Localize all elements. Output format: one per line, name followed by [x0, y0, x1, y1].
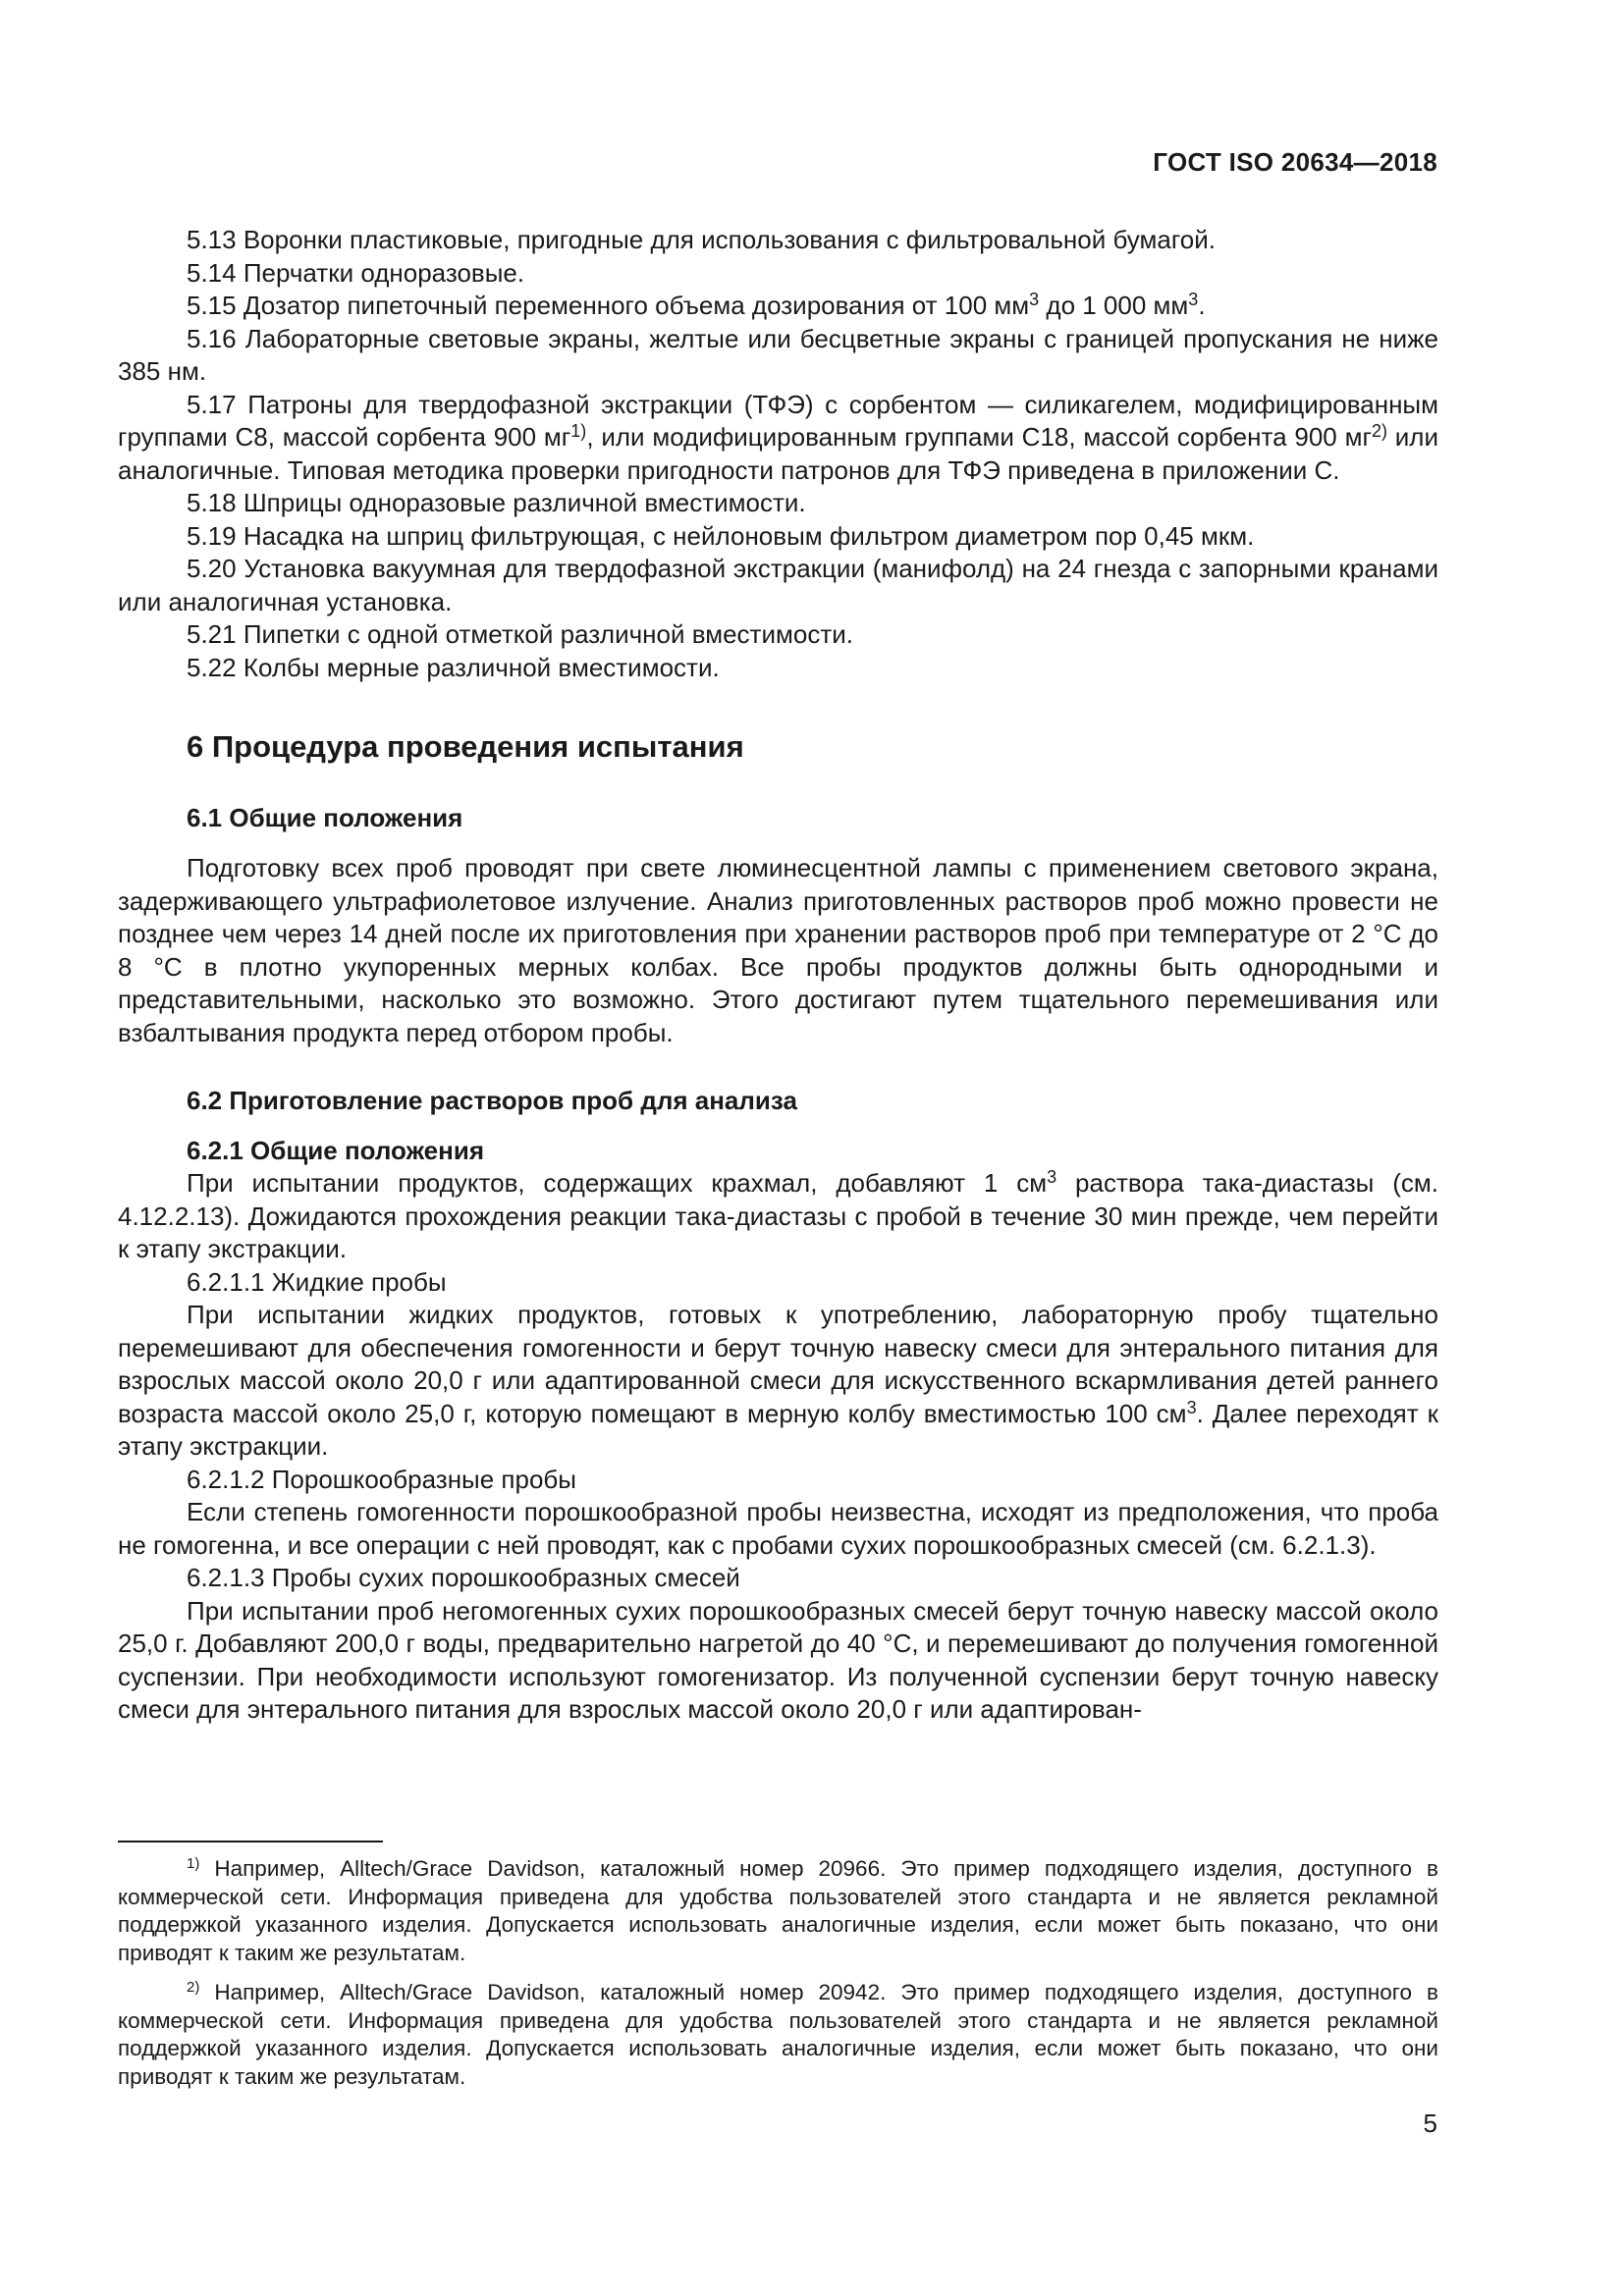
section-6-2-1-1-post: . Далее переходят к этапу экстракции. [118, 1398, 1438, 1461]
item-5-15-pre: 5.15 Дозатор пипеточный переменного объема дозирования от 100 мм [187, 291, 1030, 320]
section-6-2-1-post: раствора така-диастазы (см. 4.12.2.13). Дожидаются прохождения реакции така-диастазы с пробой в течение 30 мин прежде, чем перейти к этапу экстракции. [118, 1168, 1438, 1263]
superscript: 3 [1186, 1397, 1197, 1417]
item-5-17-mid: , или модифицированным группами С18, массой сорбента 900 мг [586, 422, 1372, 452]
item-5-15 [118, 290, 1438, 323]
item-5-17 [118, 389, 1438, 488]
footnote-ref-2[interactable]: 2) [1371, 421, 1387, 441]
document-header: ГОСТ ISO 20634—2018 [1153, 147, 1437, 177]
section-6-2-1-1-pre: При испытании жидких продуктов, готовых к употреблению, лабораторную пробу тщательно перемешивают для обеспечения гомогенности и берут точную навеску смеси для энтерального питания для взрослых массой около 20,0 г или адаптированной смеси для искусственного вскармливания детей раннего возраста массой около 25,0 г, которую помещают в мерную колбу вместимостью 100 см [118, 1300, 1438, 1428]
item-5-14: 5.14 Перчатки одноразовые. [187, 257, 525, 288]
section-6-2-1-pre: При испытании продуктов, содержащих крахмал, добавляют 1 см [187, 1168, 1048, 1198]
section-6-2-1-2-heading: 6.2.1.2 Порошкообразные пробы [187, 1464, 576, 1494]
item-5-15-post: . [1198, 291, 1206, 320]
footnote-text: Например, Alltech/Grace Davidson, каталожный номер 20966. Это пример подходящего изделия, доступного в коммерческой сети. Информация приведена для удобства пользователей этого стандарта и не является рекламной поддержкой указанного изделия. Допускается использовать аналогичные изделия, если может быть показано, что они приводят к таким же результатам. [118, 1856, 1438, 1965]
section-6-2-1-3-heading: 6.2.1.3 Пробы сухих порошкообразных смесей [187, 1563, 740, 1592]
footnote-2 [118, 1979, 1438, 2091]
section-6-2-heading: 6.2 Приготовление растворов проб для анализа [187, 1086, 797, 1115]
section-6-2-1-text [118, 1167, 1438, 1266]
section-6-2-1-heading: 6.2.1 Общие положения [187, 1136, 484, 1165]
footnote-mark: 2) [187, 1979, 200, 1996]
section-6-2-1-2-text: Если степень гомогенности порошкообразной пробы неизвестна, исходят из предположения, что проба не гомогенна, и все операции с ней проводят, как с пробами сухих порошкообразных смесей (см. 6.2.1.3). [118, 1497, 1438, 1560]
footnote-text: Например, Alltech/Grace Davidson, каталожный номер 20942. Это пример подходящего изделия, доступного в коммерческой сети. Информация приведена для удобства пользователей этого стандарта и не является рекламной поддержкой указанного изделия. Допускается использовать аналогичные изделия, если может быть показано, что они приводят к таким же результатам. [118, 1980, 1438, 2089]
superscript: 3 [1029, 290, 1040, 309]
footnote-mark: 1) [187, 1855, 200, 1872]
item-5-15-mid: до 1 000 мм [1039, 291, 1189, 320]
section-6-2-1-1-text [118, 1299, 1438, 1464]
page-number: 5 [1423, 2109, 1437, 2138]
item-5-19: 5.19 Насадка на шприц фильтрующая, с нейлоновым фильтром диаметром пор 0,45 мкм. [187, 520, 1255, 551]
superscript: 3 [1047, 1167, 1057, 1187]
section-6-2-1-3-text: При испытании проб негомогенных сухих порошкообразных смесей берут точную навеску массой около 25,0 г. Добавляют 200,0 г воды, предварительно нагретой до 40 °С, и перемешивают до получения гомогенной суспензии. При необходимости используют гомогенизатор. Из полученной суспензии берут точную навеску смеси для энтерального питания для взрослых массой около 20,0 г или адаптирован- [118, 1595, 1438, 1724]
item-5-17-post: или аналогичные. Типовая методика проверки пригодности патронов для ТФЭ приведена в приложении С. [118, 422, 1438, 485]
item-5-17-pre: 5.17 Патроны для твердофазной экстракции (ТФЭ) с сорбентом — силикагелем, модифицированным группами С8, массой сорбента 900 мг [118, 389, 1438, 452]
body-text [118, 224, 1438, 1727]
section-6-2-1-1-heading: 6.2.1.1 Жидкие пробы [187, 1266, 447, 1297]
item-5-22: 5.22 Колбы мерные различной вместимости. [187, 652, 720, 682]
footnote-ref-1[interactable]: 1) [570, 421, 587, 441]
footnote-separator [118, 1841, 383, 1842]
item-5-13: 5.13 Воронки пластиковые, пригодные для использования с фильтровальной бумагой. [187, 225, 1216, 254]
item-5-21: 5.21 Пипетки с одной отметкой различной вместимости. [187, 619, 853, 649]
footnote-1 [118, 1855, 1438, 1967]
item-5-18: 5.18 Шприцы одноразовые различной вместимости. [187, 488, 806, 517]
item-5-16: 5.16 Лабораторные световые экраны, желтые или бесцветные экраны с границей пропускания не ниже 385 нм. [118, 323, 1438, 386]
section-6-heading: 6 Процедура проведения испытания [187, 729, 744, 764]
section-6-1-text: Подготовку всех проб проводят при свете люминесцентной лампы с применением светового экрана, задерживающего ультрафиолетовое излучение. Анализ приготовленных растворов проб можно провести не позднее чем через 14 дней после их приготовления при хранении растворов проб при температуре от 2 °С до 8 °С в плотно укупоренных мерных колбах. Все пробы продуктов должны быть однородными и представительными, насколько это возможно. Этого достигают путем тщательного перемешивания или взбалтывания продукта перед отбором пробы. [118, 853, 1438, 1047]
item-5-20: 5.20 Установка вакуумная для твердофазной экстракции (манифолд) на 24 гнезда с запорными кранами или аналогичная установка. [118, 554, 1438, 616]
footnotes [118, 1855, 1438, 2103]
section-6-1-heading: 6.1 Общие положения [187, 803, 463, 832]
superscript: 3 [1188, 290, 1199, 309]
